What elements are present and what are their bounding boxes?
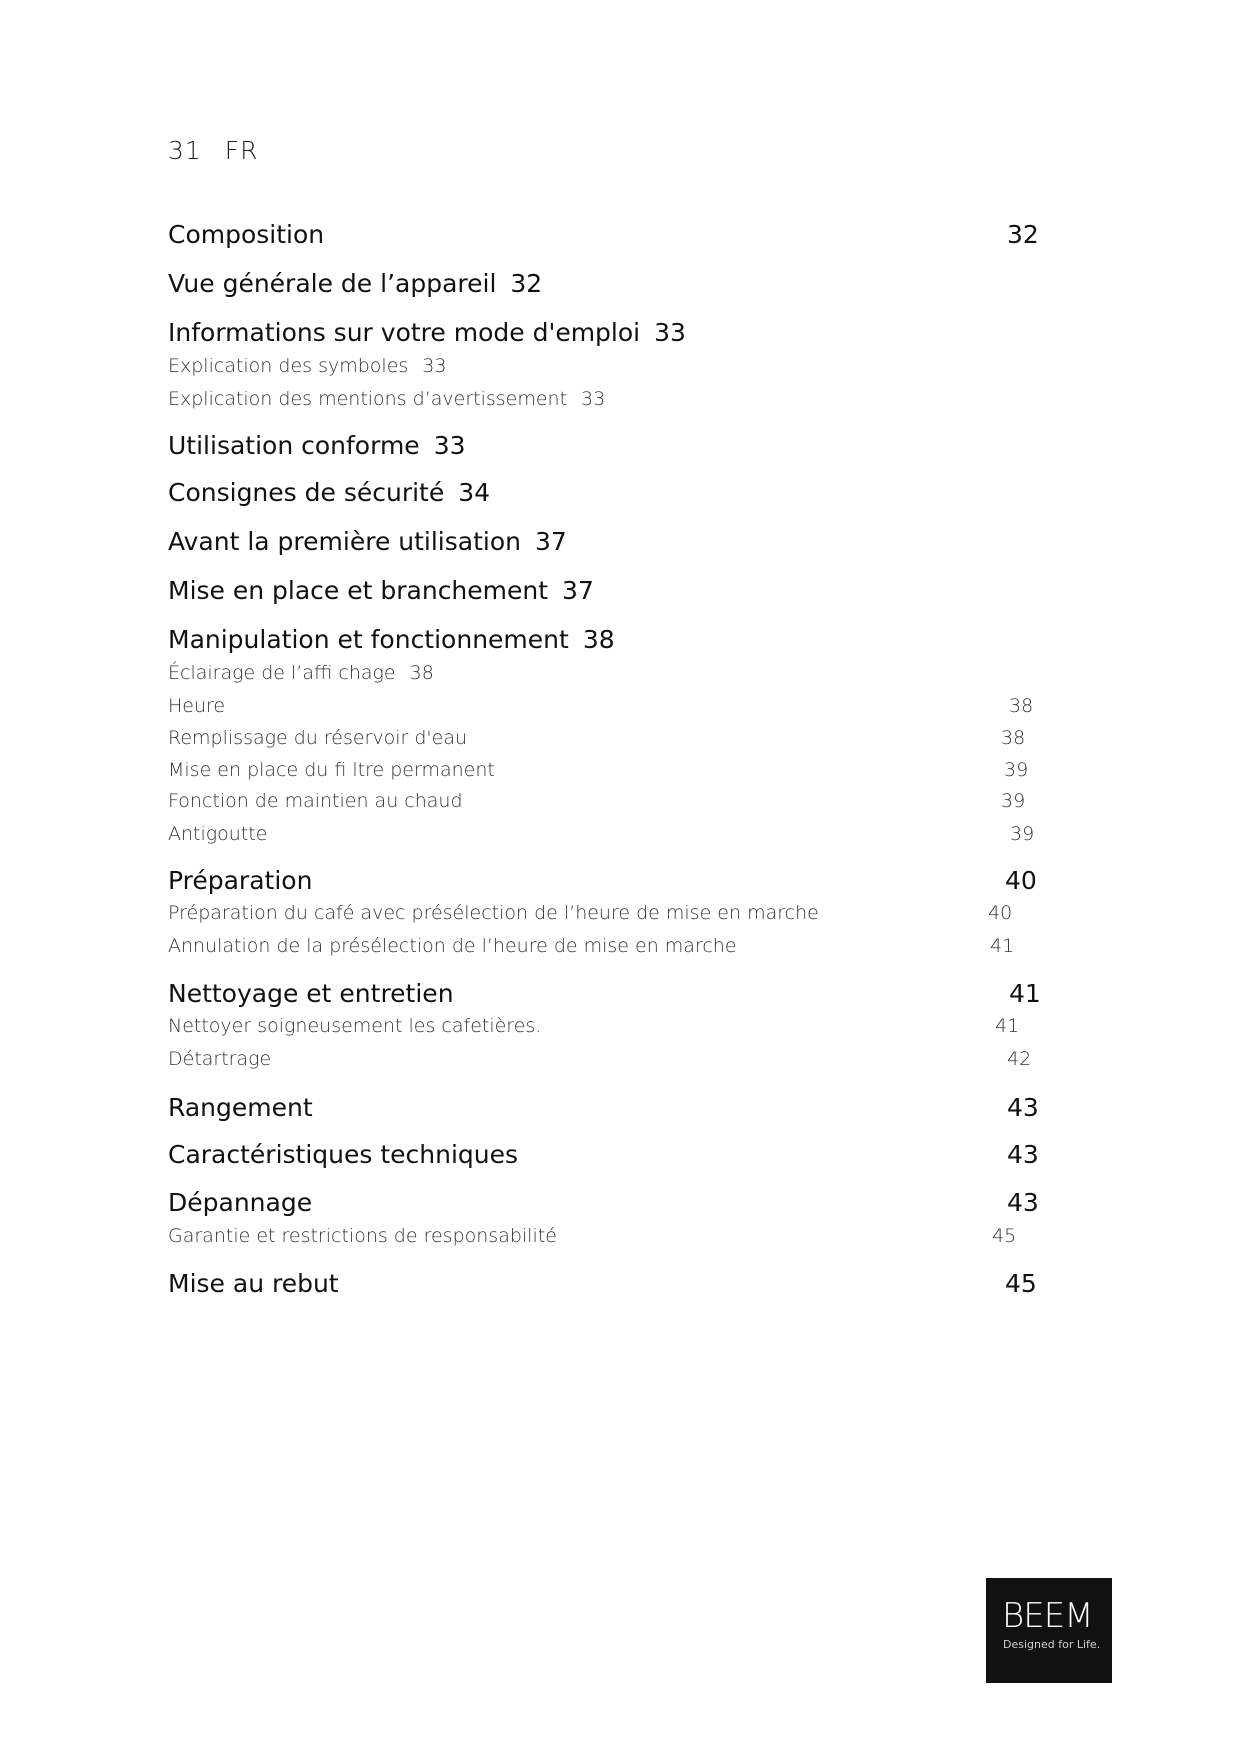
brand-logo (986, 1578, 1112, 1683)
toc-entry-before-first-use (168, 527, 567, 556)
toc-page: 33 (581, 388, 606, 410)
toc-entry-overview (168, 269, 542, 298)
toc-page: 34 (458, 478, 491, 507)
brand-tagline: Designed for Life. (1003, 1638, 1101, 1651)
toc-subentry-water-tank (168, 727, 467, 749)
toc-page: 41 (995, 1015, 1020, 1037)
toc-label: Détartrage (168, 1048, 272, 1070)
toc-page: 33 (422, 355, 447, 377)
page-header (168, 136, 273, 165)
toc-subentry-cancel-preset (168, 935, 737, 957)
toc-label: Fonction de maintien au chaud (168, 790, 463, 812)
toc-subentry-warranty (168, 1225, 557, 1247)
toc-page: 43 (1007, 1140, 1039, 1169)
toc-label: Informations sur votre mode d'emploi (168, 318, 641, 347)
toc-page: 39 (1004, 759, 1029, 781)
toc-page: 45 (1005, 1269, 1037, 1298)
toc-label: Mise au rebut (168, 1269, 339, 1298)
toc-entry-cleaning (168, 979, 454, 1008)
toc-label: Nettoyage et entretien (168, 979, 454, 1008)
toc-entry-disposal (168, 1269, 339, 1298)
toc-label: Consignes de sécurité (168, 478, 445, 507)
toc-label: Avant la première utilisation (168, 527, 521, 556)
toc-page: 38 (582, 625, 615, 654)
toc-page: 32 (1007, 220, 1039, 249)
toc-label: Garantie et restrictions de responsabilité (168, 1225, 557, 1247)
toc-page: 38 (409, 662, 434, 684)
toc-label: Nettoyer soigneusement les cafetières. (168, 1015, 542, 1037)
toc-subentry-descaling (168, 1048, 271, 1070)
toc-page: 37 (562, 576, 594, 605)
toc-label: Composition (168, 220, 325, 249)
toc-page: 42 (1007, 1048, 1032, 1070)
toc-label: Préparation (168, 866, 313, 895)
toc-subentry-time (168, 695, 225, 717)
toc-label: Caractéristiques techniques (168, 1140, 519, 1169)
toc-subentry-preset-coffee (168, 902, 819, 924)
toc-label: Mise en place et branchement (168, 576, 549, 605)
toc-page: 40 (1005, 866, 1037, 895)
toc-page: 33 (433, 431, 466, 460)
toc-page: 37 (535, 527, 567, 556)
toc-entry-storage (168, 1093, 313, 1122)
toc-page: 39 (1010, 823, 1035, 845)
toc-label: Mise en place du fi ltre permanent (168, 759, 495, 781)
toc-subentry-keep-warm (168, 790, 463, 812)
toc-page: 39 (1001, 790, 1026, 812)
toc-label: Préparation du café avec présélection de l’heure de mise en marche (168, 902, 819, 924)
toc-entry-composition (168, 220, 324, 249)
toc-subentry-warnings (168, 388, 605, 410)
toc-page: 45 (992, 1225, 1017, 1247)
toc-entry-setup (168, 576, 594, 605)
brand-name: BEEM (1002, 1596, 1093, 1636)
toc-label: Manipulation et fonctionnement (168, 625, 569, 654)
toc-entry-specs (168, 1140, 518, 1169)
toc-label: Éclairage de l’affi chage (168, 662, 396, 684)
toc-entry-preparation (168, 866, 312, 895)
toc-page: 43 (1007, 1093, 1039, 1122)
toc-label: Dépannage (168, 1188, 313, 1217)
toc-label: Explication des symboles (168, 355, 409, 377)
toc-label: Heure (168, 695, 226, 717)
toc-label: Explication des mentions d’avertissement (168, 388, 568, 410)
toc-page: 32 (510, 269, 543, 298)
toc-page: 41 (990, 935, 1015, 957)
toc-subentry-symbols (168, 355, 446, 377)
toc-page: 33 (654, 318, 686, 347)
toc-subentry-clean-pots (168, 1015, 541, 1037)
toc-subentry-anti-drip (168, 823, 267, 845)
toc-subentry-filter (168, 759, 495, 781)
toc-label: Annulation de la présélection de l’heure de mise en marche (168, 935, 737, 957)
toc-entry-safety (168, 478, 490, 507)
toc-page: 41 (1009, 979, 1041, 1008)
toc-label: Rangement (168, 1093, 313, 1122)
toc-label: Remplissage du réservoir d'eau (168, 727, 468, 749)
toc-page: 40 (988, 902, 1013, 924)
toc-entry-troubleshooting (168, 1188, 312, 1217)
language-code: FR (224, 136, 259, 165)
toc-entry-operation (168, 625, 615, 654)
toc-entry-intended-use (168, 431, 466, 460)
toc-label: Vue générale de l’appareil (168, 269, 497, 298)
toc-entry-manual-info (168, 318, 686, 347)
toc-page: 38 (1009, 695, 1034, 717)
page-number: 31 (168, 136, 202, 165)
toc-page: 38 (1001, 727, 1026, 749)
toc-label: Utilisation conforme (168, 431, 420, 460)
toc-label: Antigoutte (168, 823, 268, 845)
toc-page: 43 (1007, 1188, 1039, 1217)
toc-subentry-display-light (168, 662, 434, 684)
